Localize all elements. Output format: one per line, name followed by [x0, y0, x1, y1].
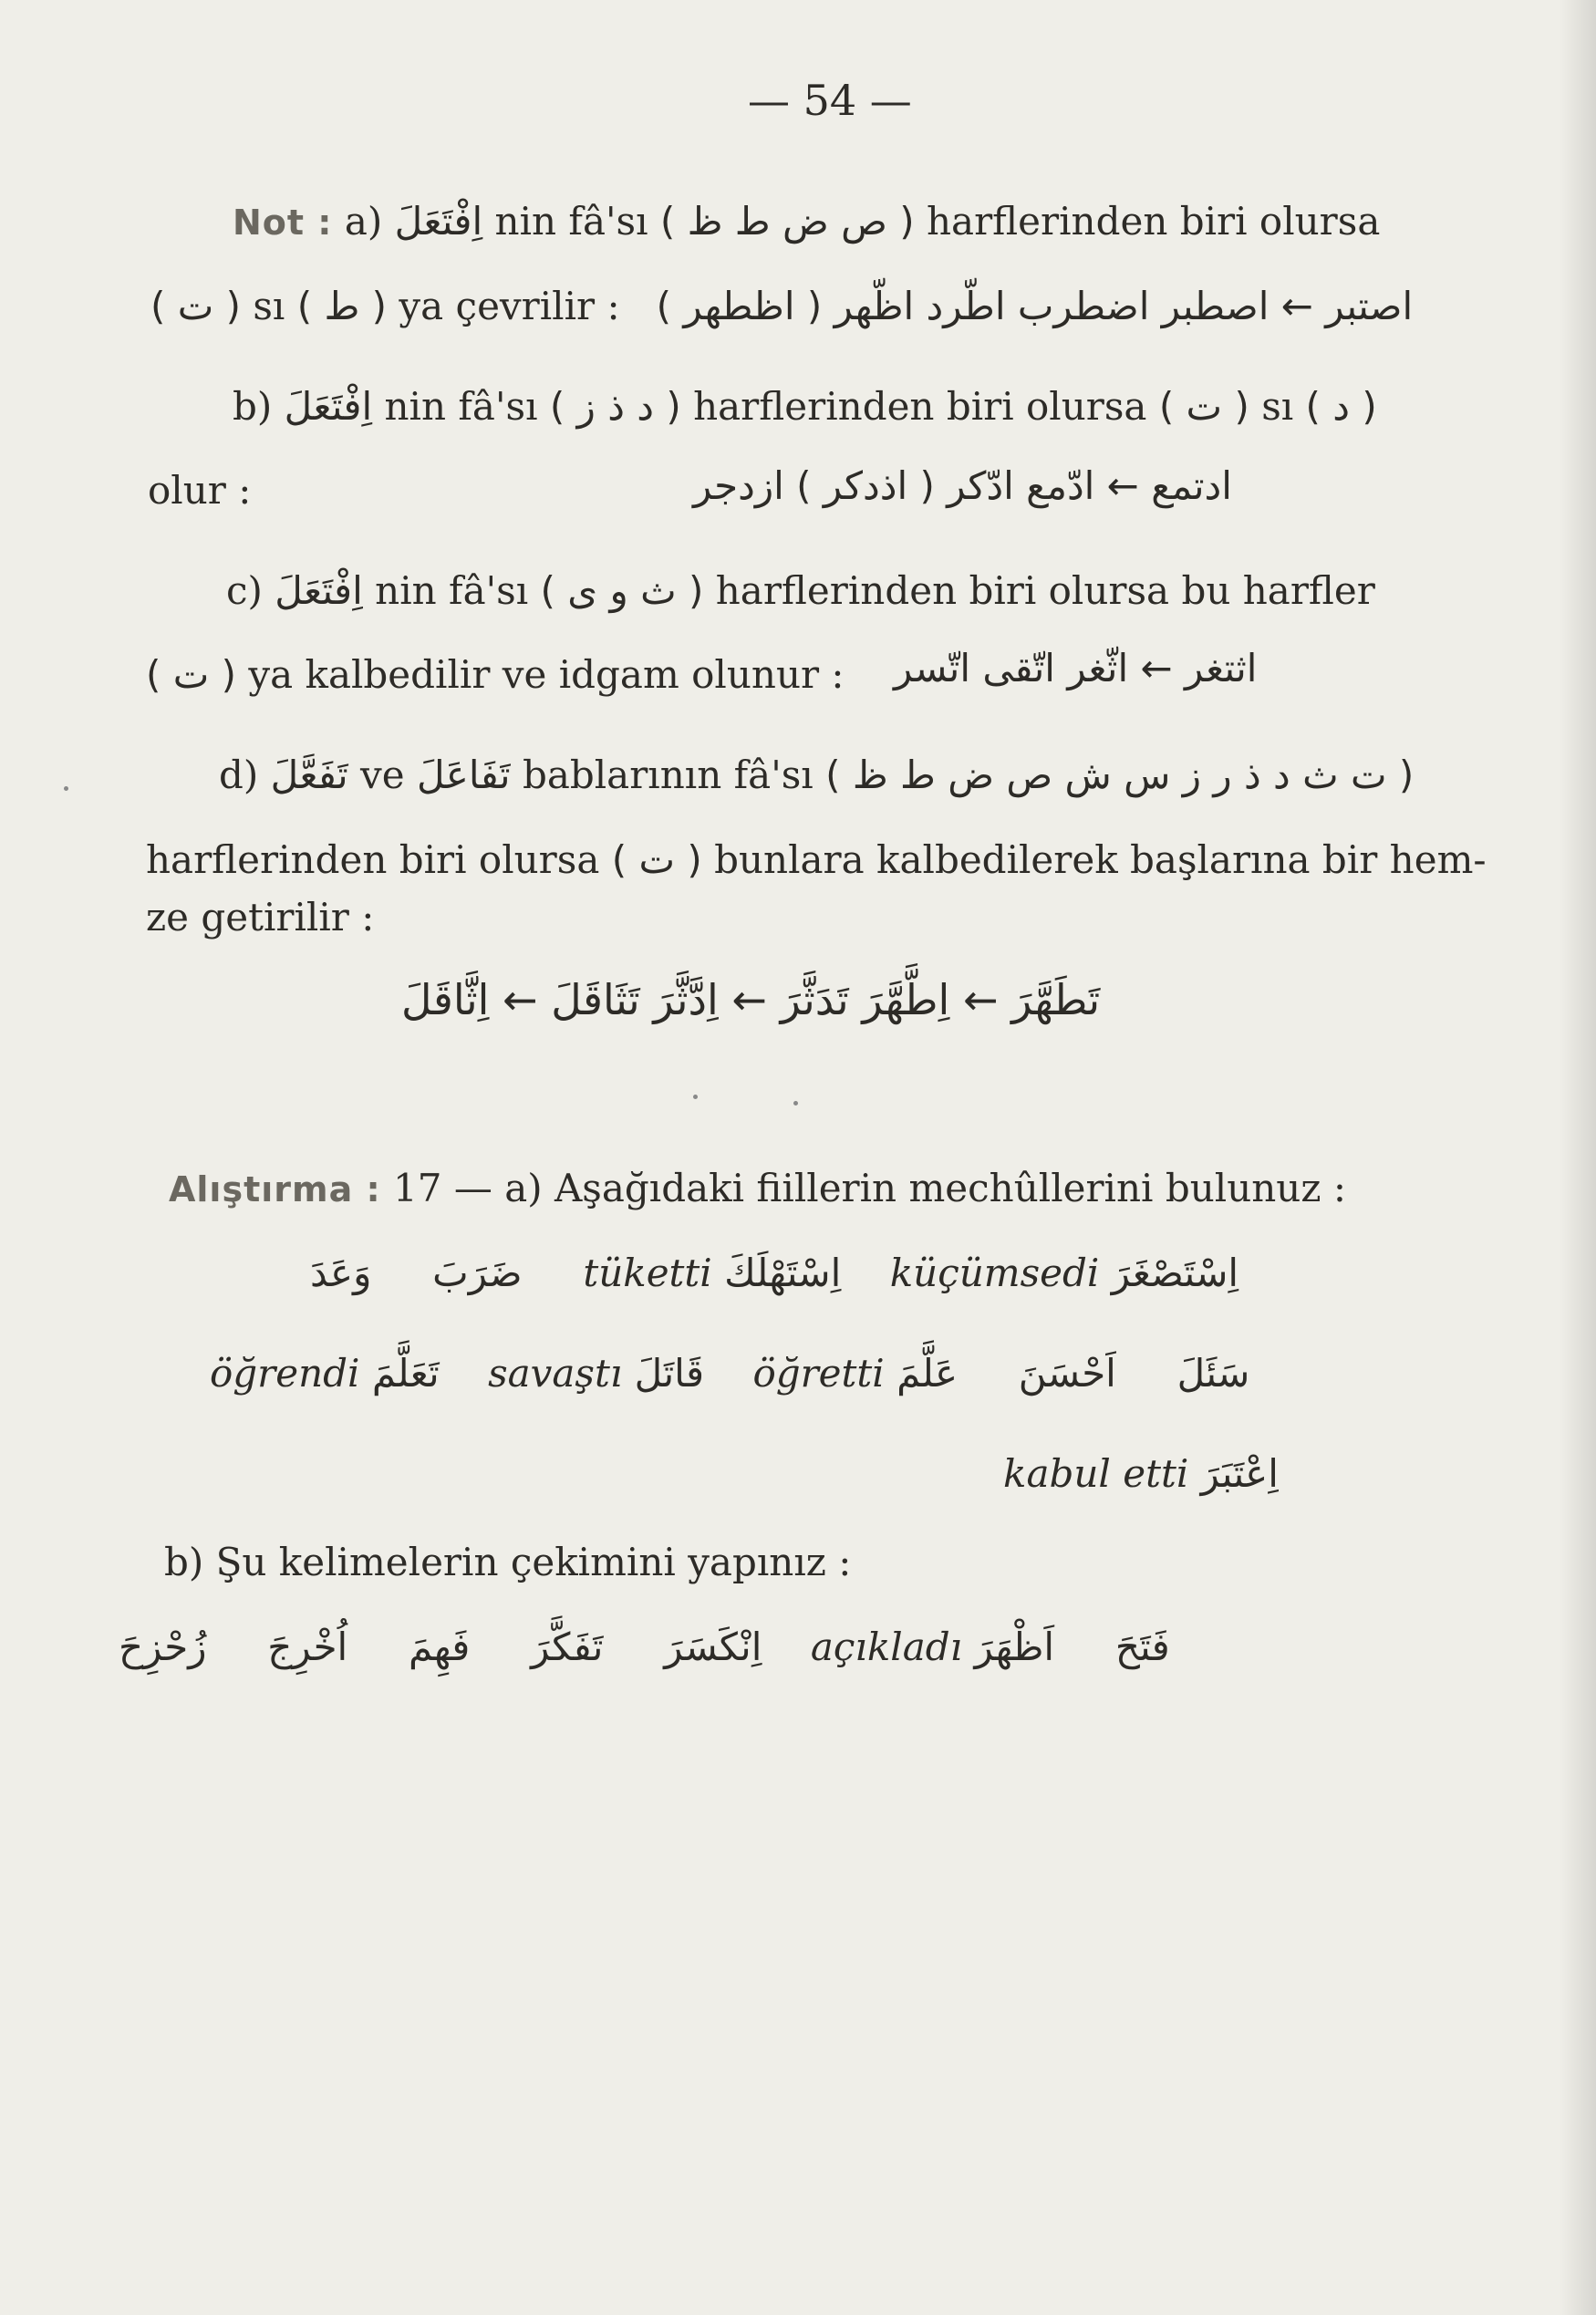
note-b-text2: harflerinden biri olursa — [693, 384, 1147, 429]
note-a-line-1 — [233, 196, 1380, 248]
note-a-text1: nin fâ'sı — [494, 199, 648, 244]
exercise-row-3 — [1003, 1448, 1279, 1500]
note-a-line2-text: ya çevrilir : — [399, 284, 620, 328]
note-d-line2-text1: harflerinden biri olursa — [146, 837, 600, 882]
note-d-letters: ( ت ث د ذ ر ز س ش ص ض ط ظ ) — [825, 753, 1415, 797]
page-edge-shadow — [1560, 0, 1596, 2315]
note-a-letters: ( ص ض ط ظ ) — [659, 199, 915, 244]
exercise-row-1 — [310, 1248, 1238, 1299]
note-a-line2-paren1: ( ت ) — [150, 284, 242, 328]
row4-word-4: تَفَكَّرَ — [531, 1625, 604, 1669]
note-a-line-2 — [150, 281, 1413, 332]
note-b-line-1 — [233, 381, 1377, 432]
note-c-line2-paren: ( ت ) — [146, 652, 237, 697]
speck — [793, 1101, 798, 1106]
note-b-letters: ( د ذ ز ) — [549, 384, 681, 429]
note-d-line-2 — [146, 835, 1487, 886]
note-c-prefix: c) — [226, 568, 263, 613]
page-number: — 54 — — [748, 76, 912, 125]
note-d-line2-paren: ( ت ) — [611, 837, 702, 882]
note-label: Not : — [233, 202, 333, 243]
row1-word-4: وَعَدَ — [310, 1251, 372, 1295]
row3-meaning-1: kabul etti — [1003, 1451, 1189, 1496]
note-c-line-2 — [146, 649, 845, 701]
row2-meaning-5: öğrendi — [210, 1351, 360, 1396]
row4-word-3: اِنْكَسَرَ — [664, 1625, 762, 1669]
exercise-row-4 — [119, 1622, 1170, 1673]
note-d-examples: تَطَهَّرَ ← اِطَّهَّرَ تَدَثَّرَ ← اِدَّثَّرَ تَثَاقَلَ ← اِثَّاقَلَ — [401, 975, 1101, 1024]
note-d-arabic-form1: تَفَعَّلَ — [270, 753, 348, 797]
exercise-a-text: a) Aşağıdaki fiillerin mechûllerini bulunuz : — [504, 1166, 1346, 1210]
row2-word-5: تَعَلَّمَ — [371, 1351, 440, 1396]
row1-word-2: اِسْتَهْلَكَ — [724, 1251, 842, 1295]
note-b-line2-text: olur : — [148, 468, 252, 513]
row4-word-5: فَهِمَ — [408, 1625, 471, 1669]
note-b-prefix: b) — [233, 384, 273, 429]
note-a-prefix: a) — [344, 199, 383, 244]
note-c-letters: ( ث و ى ) — [540, 568, 704, 613]
row1-word-3: ضَرَبَ — [432, 1251, 523, 1295]
note-b-line-2 — [148, 465, 251, 516]
speck — [64, 786, 68, 791]
note-c-text1: nin fâ'sı — [375, 568, 529, 613]
note-c-line2-text: ya kalbedilir ve idgam olunur : — [248, 652, 845, 697]
note-d-arabic-form2: تَفَاعَلَ — [416, 753, 511, 797]
note-b-paren2: ( د ) — [1305, 384, 1377, 429]
row3-word-1: اِعْتَبَرَ — [1200, 1451, 1279, 1496]
row2-word-4: قَاتَلَ — [634, 1351, 705, 1396]
note-c-arabic-form: اِفْتَعَلَ — [275, 568, 363, 613]
row2-word-2: اَحْسَنَ — [1018, 1351, 1116, 1396]
row2-word-1: سَئَلَ — [1176, 1351, 1250, 1396]
exercise-number: 17 — — [393, 1166, 492, 1210]
speck — [693, 1095, 698, 1099]
row2-meaning-3: öğretti — [752, 1351, 885, 1396]
note-b-arabic-form: اِفْتَعَلَ — [284, 384, 373, 429]
note-c-line-1 — [226, 566, 1375, 617]
row1-meaning-2: tüketti — [583, 1251, 712, 1295]
exercise-b-text: b) Şu kelimelerin çekimini yapınız : — [164, 1540, 852, 1584]
exercise-header — [169, 1163, 1346, 1215]
note-d-line2-text2: bunlara kalbedilerek başlarına bir hem- — [714, 837, 1487, 882]
exercise-label: Alıştırma : — [169, 1169, 381, 1209]
row1-word-1: اِسْتَصْغَرَ — [1111, 1251, 1239, 1295]
note-d-prefix: d) — [219, 753, 259, 797]
note-a-line2-si: sı — [253, 284, 285, 328]
note-a-arabic-form: اِفْتَعَلَ — [394, 199, 483, 244]
note-a-text2: harflerinden biri olursa — [927, 199, 1381, 244]
row4-word-7: زُحْزِحَ — [119, 1625, 207, 1669]
row2-word-3: عَلَّمَ — [896, 1351, 959, 1396]
row4-meaning-2: açıkladı — [810, 1625, 963, 1669]
row4-word-1: فَتَحَ — [1114, 1625, 1170, 1669]
note-b-paren1: ( ت ) — [1158, 384, 1249, 429]
note-b-text1: nin fâ'sı — [384, 384, 538, 429]
note-d-ve: ve — [360, 753, 405, 797]
row4-word-2: اَظْهَرَ — [974, 1625, 1055, 1669]
note-d-line-3: ze getirilir : — [146, 895, 375, 939]
row4-word-6: اُخْرِجَ — [267, 1625, 348, 1669]
row2-meaning-4: savaştı — [488, 1351, 623, 1396]
note-a-line2-examples: اصتبر ← اصطبر اضطرب اطّرد اظّهر ( اظطهر ) — [656, 284, 1414, 328]
note-d-text1: bablarının fâ'sı — [522, 753, 814, 797]
note-c-line2-examples: اثتغر ← اثّغر اتّقى اتّسر — [894, 646, 1258, 690]
note-c-text2: harflerinden biri olursa bu harfler — [715, 568, 1375, 613]
note-d-line-1 — [219, 750, 1414, 801]
note-b-line2-examples: ادتمع ← ادّمع ادّكر ( اذدكر ) ازدجر — [693, 463, 1232, 508]
note-b-si: sı — [1261, 384, 1294, 429]
row1-meaning-1: küçümsedi — [889, 1251, 1100, 1295]
exercise-row-2 — [210, 1348, 1249, 1399]
note-a-line2-paren2: ( ط ) — [296, 284, 388, 328]
